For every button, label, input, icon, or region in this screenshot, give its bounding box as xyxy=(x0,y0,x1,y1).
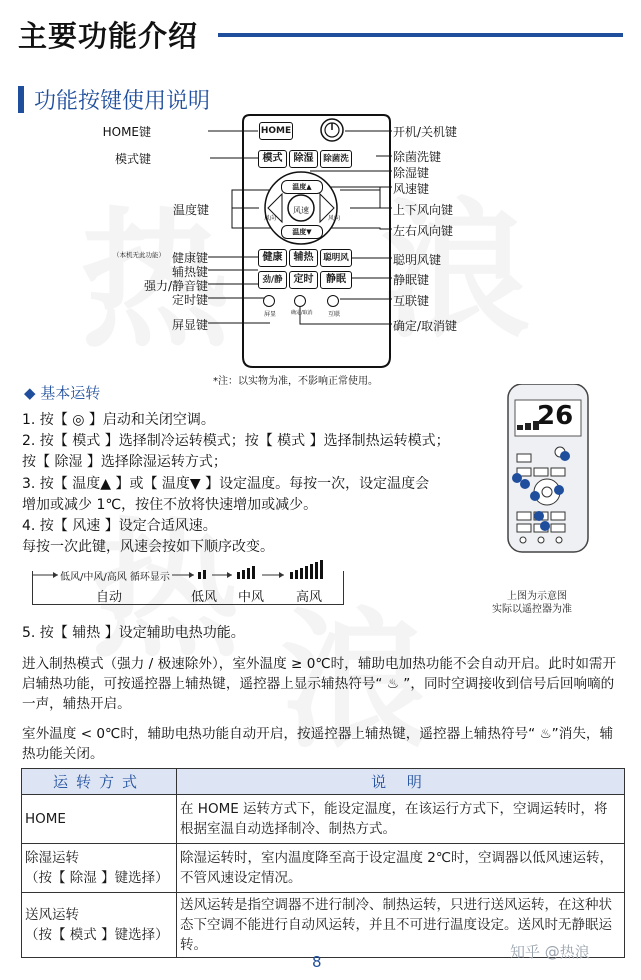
flow-high: 高风 xyxy=(296,590,323,605)
flow-box xyxy=(32,571,344,605)
label-display-key: 屏显键 xyxy=(171,318,208,332)
flow-cycle-label: 低风/中风/高风 循环显示 xyxy=(60,572,170,583)
link-button-label: 互联 xyxy=(328,311,341,318)
display-button-label: 屏显 xyxy=(264,311,277,318)
step-1: 1. 按【 ◎ 】启动和关闭空调。 xyxy=(22,412,215,428)
step-3: 3. 按【 温度▲ 】或【 温度▼ 】设定温度。每按一次，设定温度会 xyxy=(22,476,430,492)
side-remote-caption-1: 上图为示意图 xyxy=(507,591,567,602)
confirm-button xyxy=(294,295,306,307)
mode-selector: （按【 模式 】键选择） xyxy=(25,927,169,943)
label-power-key: 开机/关机键 xyxy=(393,125,458,139)
paragraph-aux-heat-off: 室外温度 < 0℃时，辅助电热功能自动开启，按遥控器上辅热键，遥控器上辅热符号“ ♨”消失，辅热功能关闭。 xyxy=(22,726,614,762)
label-home-key: HOME键 xyxy=(102,125,151,139)
desc-cell: 送风运转是指空调器不进行制冷、制热运转，只进行送风运转，在这种状态下空调不能进行自动风运转，并且不可进行温度设定。送风时无静眠运转。 xyxy=(177,893,625,958)
label-leftright-key: 左右风向键 xyxy=(393,224,454,238)
label-sleep-key: 静眠键 xyxy=(393,273,430,287)
mode-button: 模式 xyxy=(258,150,287,168)
mode-name: 除湿运转 xyxy=(25,850,79,866)
fan-speed-button: 风速 xyxy=(293,206,309,215)
timer-button: 定时 xyxy=(289,271,318,289)
label-mode-key: 模式键 xyxy=(114,152,151,166)
dehumid-button: 除湿 xyxy=(289,150,318,168)
flow-mid: 中风 xyxy=(238,590,265,605)
table-row xyxy=(22,844,625,893)
section-title: 功能按键使用说明 xyxy=(34,89,211,114)
side-remote-illustration xyxy=(505,384,593,554)
remote-note: *注：以实物为准，不影响正常使用。 xyxy=(213,376,378,387)
aux-heat-button: 辅热 xyxy=(289,249,318,267)
page-title: 主要功能介绍 xyxy=(18,19,199,53)
label-health-note: （本机无此功能） xyxy=(113,251,165,259)
label-confirm-key: 确定/取消键 xyxy=(393,319,458,333)
table-header-desc: 说 明 xyxy=(177,769,625,795)
remote-diagram xyxy=(0,110,641,380)
sterilize-button: 除菌洗 xyxy=(320,150,352,168)
label-temp-key: 温度键 xyxy=(172,203,209,217)
step-2b: 按【 除湿 】选择除湿运转方式； xyxy=(22,454,227,470)
home-button: HOME xyxy=(259,122,293,140)
flow-auto: 自动 xyxy=(96,590,123,605)
step-2: 2. 按【 模式 】选择制冷运转模式；按【 模式 】选择制热运转模式； xyxy=(22,433,450,449)
temp-up-button: 温度▲ xyxy=(281,180,323,194)
label-aux-heat-key: 辅热键 xyxy=(171,265,208,279)
table-header-mode: 运转方式 xyxy=(22,769,177,795)
mode-name: HOME xyxy=(25,811,66,827)
link-button xyxy=(327,295,339,307)
side-remote-temp: 26 xyxy=(537,401,574,431)
smart-wind-button: 聪明风 xyxy=(320,249,352,267)
confirm-button-label: 确定/取消 xyxy=(291,310,313,316)
sleep-button: 静眠 xyxy=(320,271,352,289)
step-4: 4. 按【 风速 】设定合适风速。 xyxy=(22,518,217,534)
label-dehumid-key: 除湿键 xyxy=(393,166,430,180)
mode-cell xyxy=(22,844,177,893)
label-fan-speed-key: 风速键 xyxy=(393,182,430,196)
page-number: 8 xyxy=(312,953,322,971)
step-4b: 每按一次此键，风速会按如下顺序改变。 xyxy=(22,539,274,555)
desc-cell: 除湿运转时，室内温度降至高于设定温度 2℃时，空调器以低风速运转，不管风速设定情况。 xyxy=(177,844,625,893)
label-updown-key: 上下风向键 xyxy=(393,203,454,217)
step-5: 5. 按【 辅热 】设定辅助电热功能。 xyxy=(22,625,245,641)
watermark-credit: 知乎 @热浪 xyxy=(510,943,590,961)
paragraph-aux-heat-on: 进入制热模式（强力 / 极速除外），室外温度 ≥ 0℃时，辅助电加热功能不会自动开启。此时如需开启辅热功能，可按遥控器上辅热键，遥控器上显示辅热符号“ ♨ ”，同时空调接收到信号后回响嘀的一声，辅热开启。 xyxy=(22,656,617,712)
title-rule xyxy=(218,33,623,37)
mode-name: 送风运转 xyxy=(25,907,79,923)
label-link-key: 互联键 xyxy=(393,294,430,308)
table-header-row xyxy=(22,769,625,795)
mode-table xyxy=(21,768,625,958)
label-strong-quiet-key: 强力/静音键 xyxy=(143,279,208,293)
label-sterilize-key: 除菌洗键 xyxy=(393,150,442,164)
label-smart-wind-key: 聪明风键 xyxy=(393,253,442,267)
table-row xyxy=(22,795,625,844)
health-button: 健康 xyxy=(258,249,287,267)
mode-cell xyxy=(22,893,177,958)
desc-cell: 在 HOME 运转方式下，能设定温度，在该运行方式下，空调运转时，将根据室温自动选择制冷、制热方式。 xyxy=(177,795,625,844)
section-bar xyxy=(18,86,24,113)
mode-cell xyxy=(22,795,177,844)
display-button xyxy=(263,295,275,307)
mode-selector: （按【 除湿 】键选择） xyxy=(25,870,169,886)
basic-operation-heading: ◆ 基本运转 xyxy=(24,384,101,402)
wind-left-label: 风向 xyxy=(264,215,277,222)
side-remote-caption-2: 实际以遥控器为准 xyxy=(492,604,572,615)
temp-down-button: 温度▼ xyxy=(281,225,323,239)
label-health-key: 健康键 xyxy=(171,251,208,265)
strong-quiet-button: 劲/静 xyxy=(258,271,287,289)
flow-low: 低风 xyxy=(191,590,218,605)
label-timer-key: 定时键 xyxy=(171,293,208,307)
wind-right-label: 风向 xyxy=(328,215,341,222)
step-3b: 增加或减少 1℃，按住不放将快速增加或减少。 xyxy=(22,497,318,513)
